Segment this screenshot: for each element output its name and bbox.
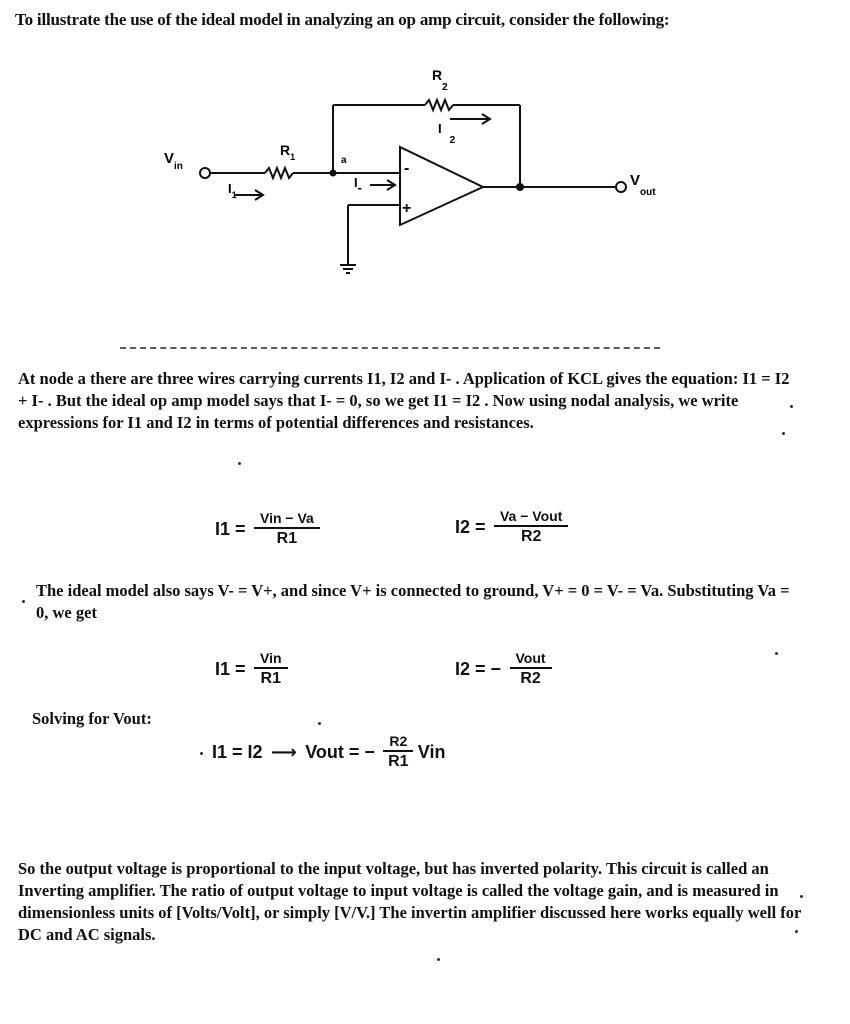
r2-label-sub: 2 [442,82,448,93]
r2-resistor [425,100,453,110]
scan-speck [437,958,440,961]
vout-label-sub: out [640,187,656,198]
node-a-junction [330,170,337,177]
paragraph-kcl: At node a there are three wires carrying currents I1, I2 and I- . Application of KCL gives the equation: I1 = I2 + I- . But the ideal op amp model says that I- = 0, so we get I1 = I2 . Now using nodal analysis, we write expressions for I1 and I2 in terms of potential differences and resistances. [18,369,790,432]
iminus-label: I [354,175,358,190]
svg-text:R2 [432,67,448,93]
result-denominator: R1 [388,753,409,770]
eq1-i2-lhs: I2 = [455,516,486,537]
vin-label-sub: in [174,161,183,172]
paragraph-conclusion: So the output voltage is proportional to the input voltage, but has inverted polarity. This circuit is called an Inverting amplifier. The ratio of output voltage to input voltage is called the voltage gain, and is measured in dimensionless units of [Volts/Volt], or simply [V/V.] The invertin amplifier discussed here works equally well for DC and AC signals. [18,859,802,944]
r2-label: R [432,67,443,83]
scan-speck [318,722,321,725]
scan-speck [790,405,793,408]
i2-label: I [438,121,442,136]
svg-text:Vout [630,172,656,198]
scan-speck [22,600,25,603]
eq1-i1-numerator: Vin − Va [254,510,320,529]
svg-text:I2 [438,121,456,146]
svg-text:Vin [164,150,183,172]
scan-speck [775,652,778,655]
scan-speck [200,752,203,755]
svg-text:I1 [228,181,237,200]
eq2-i2-denominator: R2 [520,670,541,687]
equation-i2-simplified [455,650,552,688]
paragraph-ideal-model: The ideal model also says V- = V+, and since V+ is connected to ground, V+ = 0 = V- = Va. Substituting Va = 0, we get [36,581,790,622]
r1-label: R [280,142,291,158]
result-vout: Vout = − [305,741,375,762]
eq1-i2-numerator: Va − Vout [494,508,568,527]
equation-i1-full [215,510,320,548]
result-numerator: R2 [383,733,413,752]
output-junction [516,183,524,191]
scan-speck [800,895,803,898]
result-vin: Vin [417,741,446,762]
scan-speck [782,432,785,435]
eq2-i2-lhs: I2 = − [455,658,502,679]
svg-text:I- [354,175,362,195]
scan-speck [795,930,798,933]
vout-terminal [616,182,626,192]
result-lhs: I1 = I2 [212,741,263,762]
i1-label: I [228,181,232,196]
node-a-label: a [341,155,347,166]
eq1-i1-lhs: I1 = [215,518,246,539]
solving-label: Solving for Vout: [32,709,152,728]
r1-label-sub: 1 [290,152,296,162]
ground-symbol [340,265,356,273]
minus-input-sign: - [404,160,410,177]
eq2-i1-lhs: I1 = [215,658,246,679]
r1-resistor [265,168,293,178]
plus-input-sign: + [402,200,412,217]
scan-speck [238,462,241,465]
equation-i1-simplified [215,650,288,688]
vin-label: V [164,150,175,167]
vout-label: V [630,172,641,189]
equation-vout-result [212,733,449,771]
eq2-i1-denominator: R1 [260,670,281,687]
svg-text:R1 [280,142,295,162]
i2-label-sub: 2 [449,135,456,146]
equation-i2-full [455,508,568,546]
eq2-i2-numerator: Vout [510,650,552,669]
section-divider [120,347,660,349]
i1-label-sub: 1 [231,190,237,200]
result-arrow: ⟶ [271,741,297,762]
iminus-label-sub: - [357,180,362,195]
vin-terminal [200,168,210,178]
eq2-i1-numerator: Vin [254,650,288,669]
eq1-i2-denominator: R2 [520,528,542,545]
inverting-amplifier-circuit-diagram [150,55,690,290]
intro-text: To illustrate the use of the ideal model in analyzing an op amp circuit, consider the following: [15,10,670,29]
eq1-i1-denominator: R1 [276,530,298,547]
op-amp-triangle [400,147,483,225]
